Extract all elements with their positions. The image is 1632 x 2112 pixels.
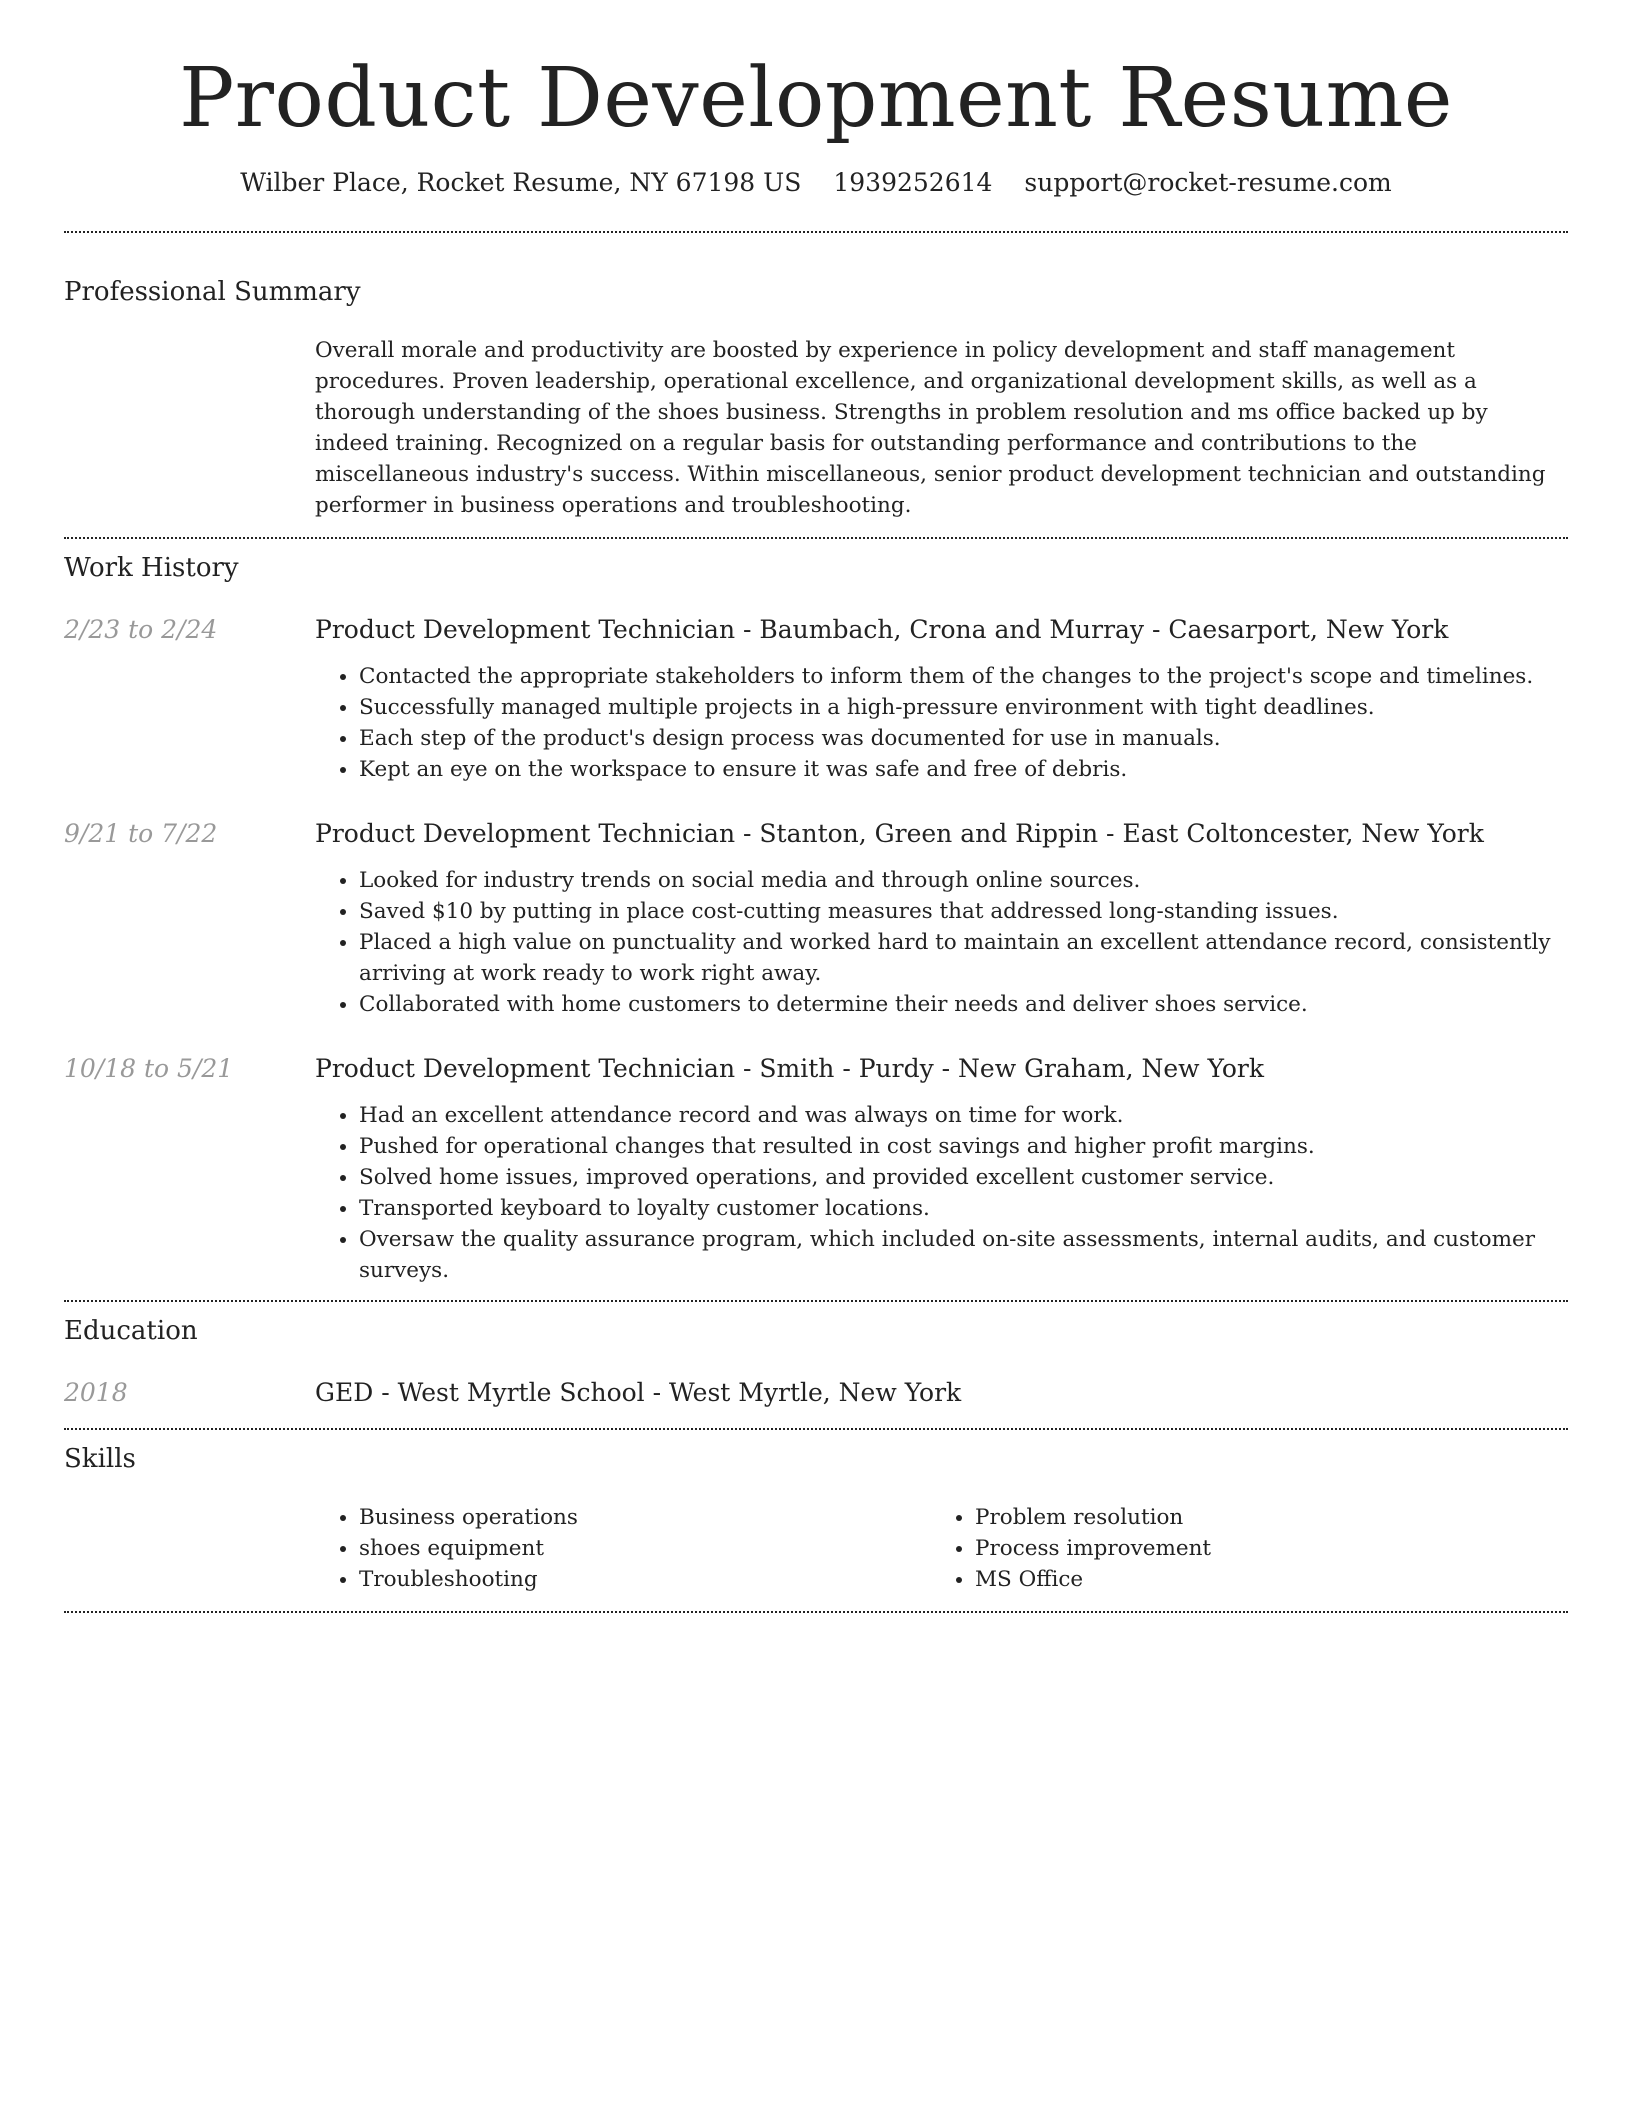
job-bullet: • Solved home issues, improved operations, and provided excellent customer service.: [359, 1162, 1568, 1193]
skills-column-right: [931, 1502, 1547, 1595]
job-entry: [64, 1052, 1568, 1286]
job-bullet: • Oversaw the quality assurance program, which included on-site assessments, internal audits, and customer surveys.: [359, 1224, 1568, 1286]
job-bullet: • Pushed for operational changes that resulted in cost savings and higher profit margins.: [359, 1131, 1568, 1162]
job-body: [315, 613, 1568, 785]
section-title-work-history: Work History: [64, 553, 239, 583]
job-bullet: • Contacted the appropriate stakeholders to inform them of the changes to the project's scope and timelines.: [359, 661, 1568, 692]
job-bullet: • Looked for industry trends on social media and through online sources.: [359, 865, 1568, 896]
skill-item: • Troubleshooting: [359, 1564, 931, 1595]
education-entry: [64, 1376, 1568, 1410]
page-title: Product Development Resume: [179, 51, 1453, 146]
skills-column-left: [315, 1502, 931, 1595]
contact-phone: 1939252614: [833, 168, 993, 197]
job-bullets: [315, 661, 1568, 785]
job-bullet: • Transported keyboard to loyalty customer locations.: [359, 1193, 1568, 1224]
contact-address: Wilber Place, Rocket Resume, NY 67198 US: [240, 168, 802, 197]
job-date: 9/21 to 7/22: [64, 819, 218, 848]
job-bullet: • Successfully managed multiple projects in a high-pressure environment with tight deadlines.: [359, 692, 1568, 723]
job-heading: Product Development Technician - Stanton, Green and Rippin - East Coltoncester, New York: [315, 819, 1484, 848]
job-bullet: • Placed a high value on punctuality and worked hard to maintain an excellent attendance record, consistently arriving at work ready to work right away.: [359, 927, 1568, 989]
job-heading: Product Development Technician - Baumbach, Crona and Murray - Caesarport, New York: [315, 615, 1449, 644]
job-bullet: • Kept an eye on the workspace to ensure it was safe and free of debris.: [359, 754, 1568, 785]
job-bullet: • Had an excellent attendance record and was always on time for work.: [359, 1100, 1568, 1131]
job-entry: [64, 613, 1568, 785]
section-title-summary: Professional Summary: [64, 277, 361, 307]
job-body: [315, 817, 1568, 1020]
skill-item: • MS Office: [975, 1564, 1547, 1595]
job-entry: [64, 817, 1568, 1020]
divider: [64, 1611, 1568, 1613]
job-bullets: [315, 865, 1568, 1020]
job-date: 2/23 to 2/24: [64, 615, 218, 644]
job-bullet: • Each step of the product's design process was documented for use in manuals.: [359, 723, 1568, 754]
job-heading: Product Development Technician - Smith - Purdy - New Graham, New York: [315, 1054, 1264, 1083]
contact-email: support@rocket-resume.com: [1024, 168, 1392, 197]
divider: [64, 231, 1568, 233]
skill-item: • Problem resolution: [975, 1502, 1547, 1533]
job-bullet: • Saved $10 by putting in place cost-cutting measures that addressed long-standing issues.: [359, 896, 1568, 927]
education-date: 2018: [64, 1378, 128, 1407]
job-body: [315, 1052, 1568, 1286]
education-heading: GED - West Myrtle School - West Myrtle, New York: [315, 1378, 962, 1407]
skills-grid: [315, 1502, 1568, 1595]
section-title-skills: Skills: [64, 1444, 136, 1474]
job-date: 10/18 to 5/21: [64, 1054, 234, 1083]
skill-item: • Business operations: [359, 1502, 931, 1533]
job-bullets: [315, 1100, 1568, 1286]
skill-item: • Process improvement: [975, 1533, 1547, 1564]
skill-item: • shoes equipment: [359, 1533, 931, 1564]
divider: [64, 1300, 1568, 1302]
section-title-education: Education: [64, 1316, 198, 1346]
job-bullet: • Collaborated with home customers to determine their needs and deliver shoes service.: [359, 989, 1568, 1020]
summary-text: Overall morale and productivity are boosted by experience in policy development and staff management procedures. Proven leadership, operational excellence, and organizational development skills, as well as a thorough understanding of the shoes business. Strengths in problem resolution and ms office backed up by indeed training. Recognized on a regular basis for outstanding performance and contributions to the miscellaneous industry's success. Within miscellaneous, senior product development technician and outstanding performer in business operations and troubleshooting.: [315, 338, 1546, 518]
contact-line: [64, 168, 1568, 197]
divider: [64, 537, 1568, 539]
divider: [64, 1428, 1568, 1430]
